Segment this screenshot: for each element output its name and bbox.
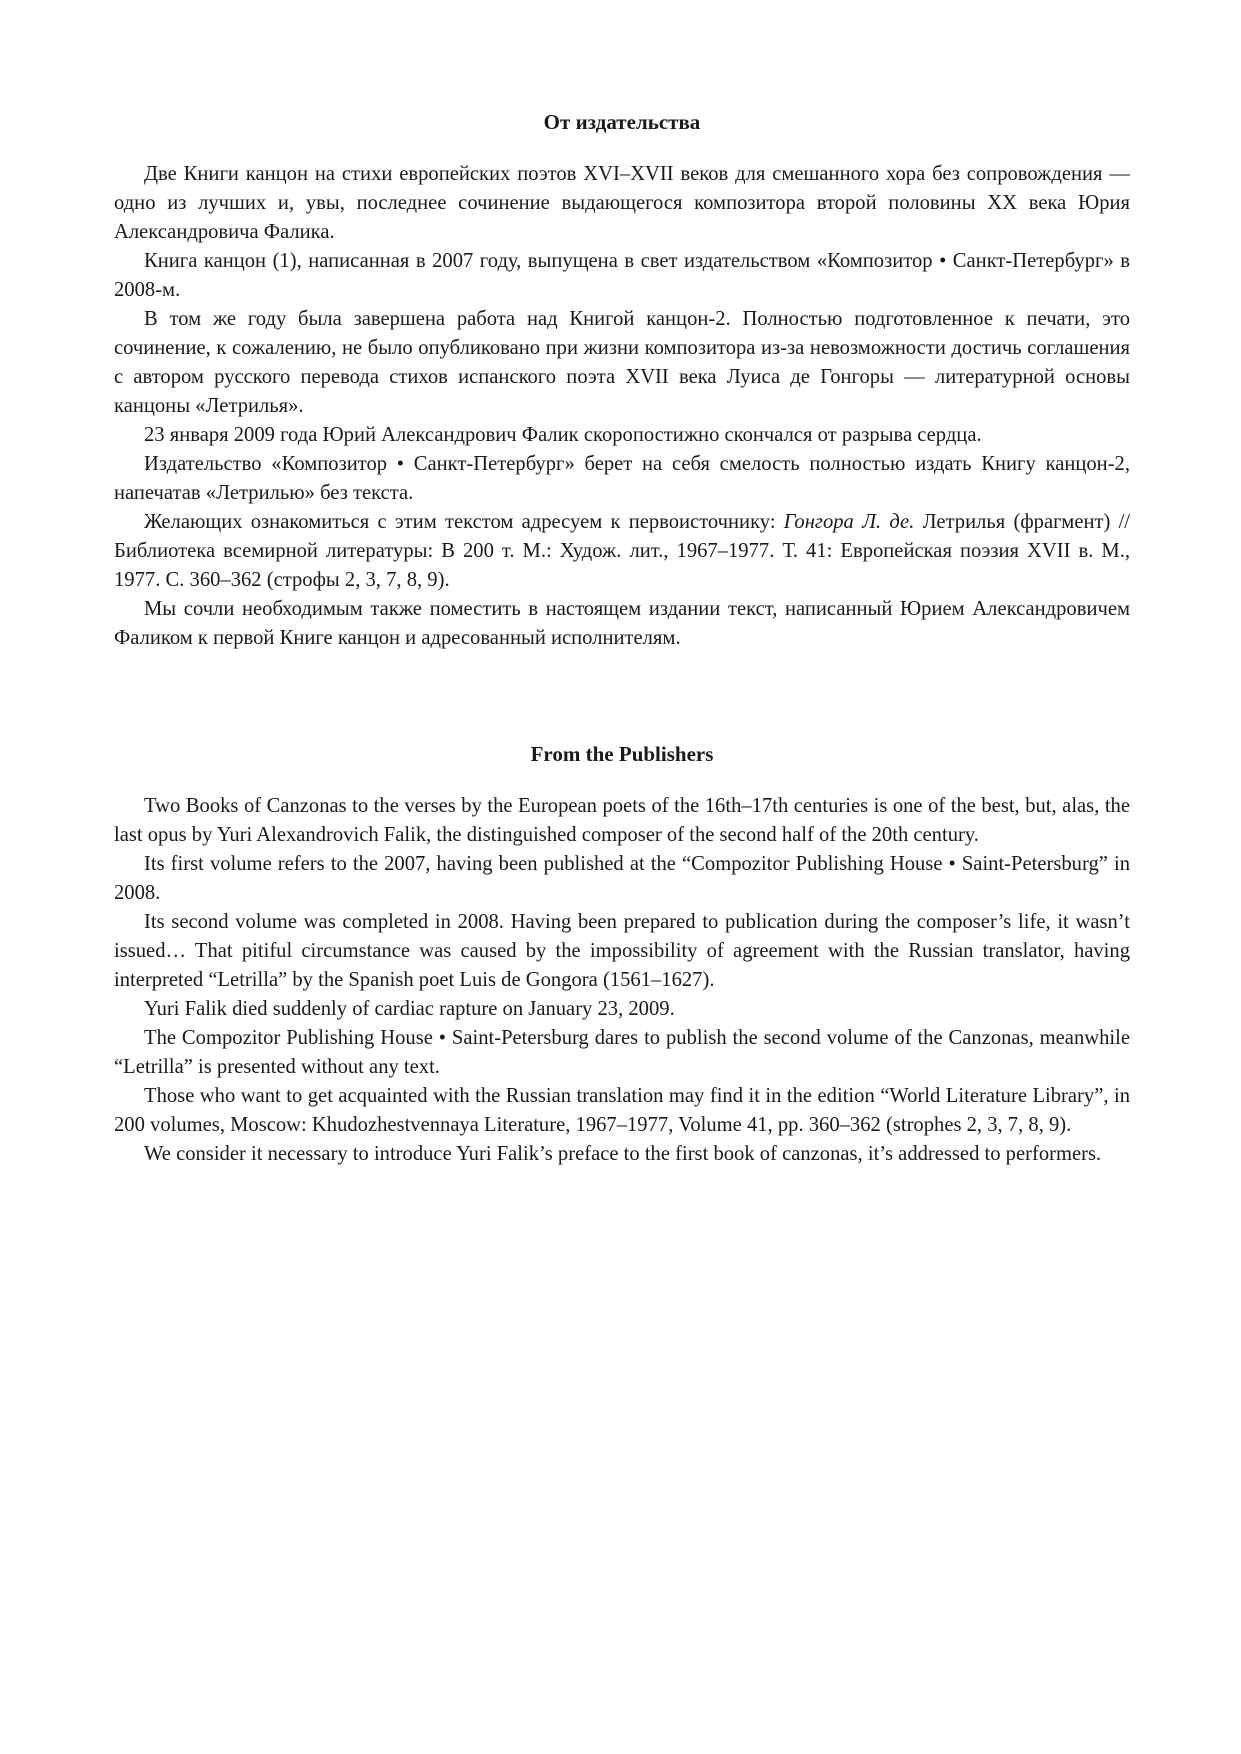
russian-source-paragraph: [114, 508, 1130, 595]
russian-paragraph-1: Две Книги канцон на стихи европейских поэтов XVI–XVII веков для смешанного хора без сопровождения — одно из лучших и, увы, последнее сочинение выдающегося композитора второй половины XX века Юрия Александровича Фалика.: [114, 163, 1130, 243]
russian-paragraph-4: 23 января 2009 года Юрий Александрович Фалик скоропостижно скончался от разрыва сердца.: [144, 424, 982, 446]
english-paragraph-5: The Compozitor Publishing House • Saint-Petersburg dares to publish the second volume of the Canzonas, meanwhile “Letrilla” is presented without any text.: [114, 1027, 1130, 1078]
english-paragraph-3: Its second volume was completed in 2008. Having been prepared to publication during the composer’s life, it wasn’t issued… That pitiful circumstance was caused by the impossibility of agreement with the Russian translator, having interpreted “Letrilla” by the Spanish poet Luis de Gongora (1561–1627).: [114, 911, 1130, 991]
english-heading: From the Publishers: [530, 742, 714, 766]
russian-heading: От издательства: [543, 110, 701, 134]
russian-paragraph-3: В том же году была завершена работа над Книгой канцон-2. Полностью подготовленное к печати, это сочинение, к сожалению, не было опубликовано при жизни композитора из-за невозможности достичь соглашения с автором русского перевода стихов испанского поэта XVII века Луиса де Гонгоры — литературной основы канцоны «Летрилья».: [114, 308, 1130, 417]
russian-paragraph-5: Издательство «Композитор • Санкт-Петербург» берет на себя смелость полностью издать Книгу канцон-2, напечатав «Летрилью» без текста.: [114, 453, 1130, 504]
english-paragraph-7: We consider it necessary to introduce Yuri Falik’s preface to the first book of canzonas, it’s addressed to performers.: [144, 1143, 1102, 1165]
source-text-before: Желающих ознакомиться с этим текстом адресуем к первоисточнику:: [144, 511, 784, 533]
english-paragraph-1: Two Books of Canzonas to the verses by the European poets of the 16th–17th centuries is one of the best, but, alas, the last opus by Yuri Alexandrovich Falik, the distinguished composer of the second half of the 20th century.: [114, 795, 1130, 846]
source-author-italic: Гонгора Л. де.: [783, 511, 915, 533]
source-text-after: Летрилья (фрагмент) // Библиотека всемирной литературы: В 200 т. М.: Худож. лит., 1967–1977. Т. 41: Европейская поэзия XVII в. М., 1977. С. 360–362 (строфы 2, 3, 7, 8, 9).: [114, 511, 1131, 591]
russian-closing-paragraph: Мы сочли необходимым также поместить в настоящем издании текст, написанный Юрием Александровичем Фаликом к первой Книге канцон и адресованный исполнителям.: [114, 598, 1130, 649]
english-paragraph-4: Yuri Falik died suddenly of cardiac rapture on January 23, 2009.: [144, 998, 675, 1020]
english-paragraph-2: Its first volume refers to the 2007, having been published at the “Compozitor Publishing House • Saint-Petersburg” in 2008.: [114, 853, 1130, 904]
english-section: [114, 740, 1130, 1169]
russian-paragraph-2: Книга канцон (1), написанная в 2007 году, выпущена в свет издательством «Композитор • Санкт-Петербург» в 2008-м.: [114, 250, 1130, 301]
russian-section: [114, 108, 1130, 653]
english-paragraph-6: Those who want to get acquainted with the Russian translation may find it in the edition “World Literature Library”, in 200 volumes, Moscow: Khudozhestvennaya Literature, 1967–1977, Volume 41, pp. 360–362 (strophes 2, 3, 7, 8, 9).: [114, 1085, 1130, 1136]
